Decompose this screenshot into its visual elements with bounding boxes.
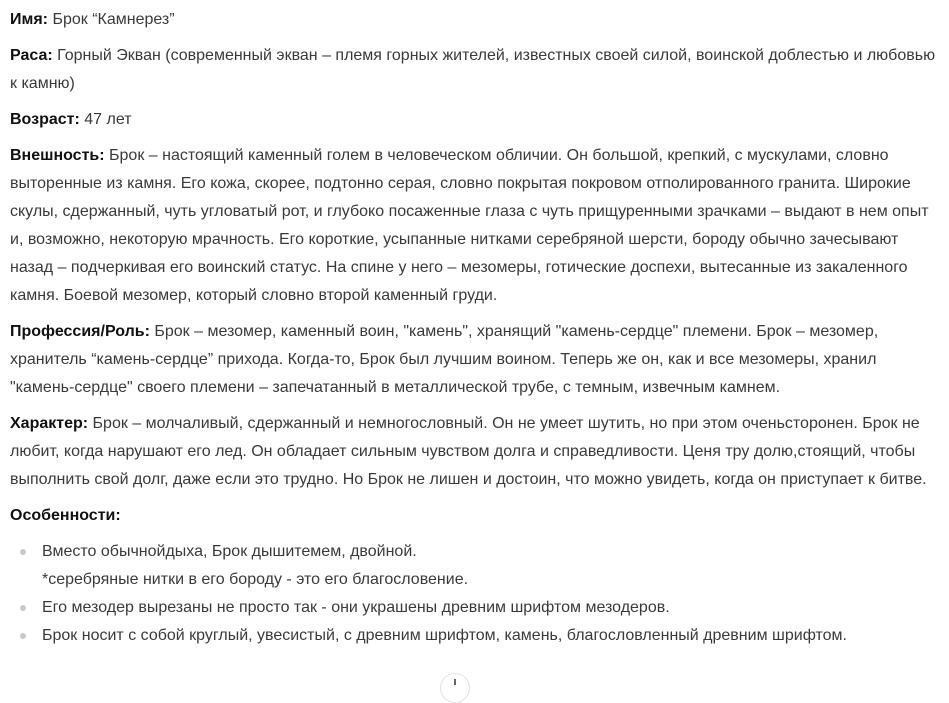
name-value: Брок “Камнерез” [48, 11, 175, 28]
bullet-icon [20, 633, 26, 639]
appearance-label: Внешность: [10, 147, 105, 164]
race-label: Раса: [10, 47, 53, 64]
appearance-row [10, 142, 945, 310]
list-item [10, 594, 945, 622]
feature-text: Вместо обычнойдыха, Брок дышитемем, двойной. [42, 543, 417, 560]
age-value: 47 лет [79, 111, 132, 128]
feature-note: *серебряные нитки в его бороду - это его благословение. [42, 571, 469, 588]
features-list [10, 538, 945, 650]
feature-text: Брок носит с собой круглый, увесистый, с древним шрифтом, камень, благословленный древним шрифтом. [42, 627, 847, 644]
profession-value: Брок – мезомер, каменный воин, "камень", хранящий "камень-сердце" племени. Брок – мезомер, хранитель “камень-сердце” прихода. Когда-то, Брок был лучшим воином. Теперь же он, как и все мезомеры, хранил "камень-сердце" своего племени – запечатанный в металлической трубе, с темным, извечным камнем. [10, 323, 879, 396]
age-row [10, 106, 945, 134]
age-label: Возраст: [10, 111, 80, 128]
character-sheet [10, 6, 945, 650]
name-row [10, 6, 945, 34]
scroll-down-button[interactable] [440, 673, 470, 703]
name-label: Имя: [10, 11, 48, 28]
list-item [10, 538, 945, 594]
race-row [10, 42, 945, 98]
profession-label: Профессия/Роль: [10, 323, 150, 340]
list-item [10, 622, 945, 650]
appearance-value: Брок – настоящий каменный голем в человеческом обличии. Он большой, крепкий, с мускулами, словно выторенные из камня. Его кожа, скорее, подтонно серая, словно покрытая покровом отполированного гранита. Широкие скулы, сдержанный, чуть угловатый рот, и глубоко посаженные глаза с чуть прищуренными зрачками – выдают в нем опыт и, возможно, некоторую мрачность. Его короткие, усыпанные нитками серебряной шерсти, бороду обычно зачесывают назад – подчеркивая его воинский статус. На спине у него – мезомеры, готические доспехи, вытесанные из закаленного камня. Боевой мезомер, который словно второй каменный груди. [10, 147, 929, 304]
features-label: Особенности: [10, 507, 121, 524]
character-label: Характер: [10, 415, 89, 432]
character-value: Брок – молчаливый, сдержанный и немногословный. Он не умеет шутить, но при этом оченьсторонен. Брок не любит, когда нарушают его лед. Он обладает сильным чувством долга и справедливости. Ценя тру долю,стоящий, чтобы выполнить свой долг, даже если это трудно. Но Брок не лишен и достоин, что можно увидеть, когда он приступает к битве. [10, 415, 927, 488]
features-heading [10, 502, 945, 530]
character-row [10, 410, 945, 494]
bullet-icon [20, 605, 26, 611]
bullet-icon [20, 549, 26, 555]
race-value: Горный Экван (современный экван – племя горных жителей, известных своей силой, воинской доблестью и любовью к камню) [10, 47, 936, 92]
profession-row [10, 318, 945, 402]
feature-text: Его мезодер вырезаны не просто так - они украшены древним шрифтом мезодеров. [42, 599, 670, 616]
